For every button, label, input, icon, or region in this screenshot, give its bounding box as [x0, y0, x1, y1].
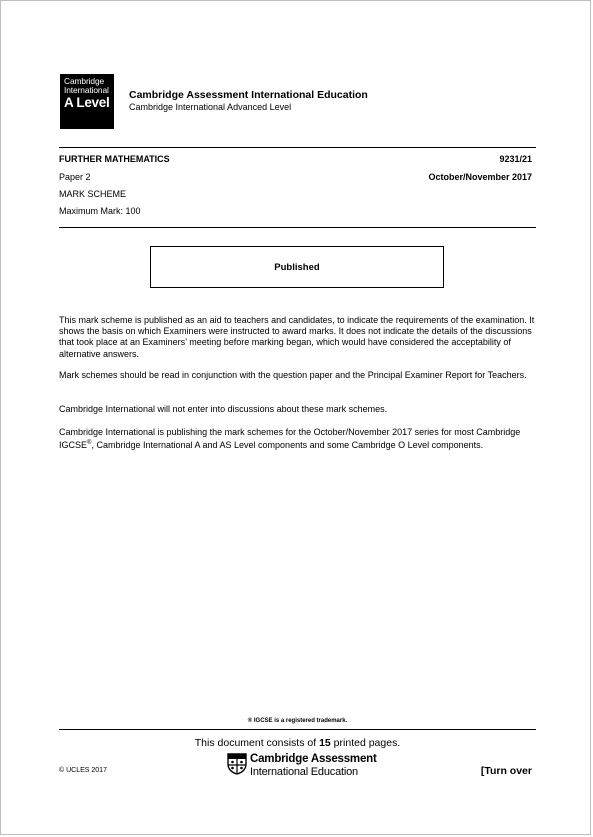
- publishing-text-a: Cambridge International is publishing the mark schemes for the October/November 2017 series for most Cambridge IGCSE: [59, 427, 521, 451]
- footer-divider: [59, 729, 536, 730]
- organisation-name: Cambridge Assessment International Education: [129, 89, 368, 101]
- registered-mark: ®: [87, 440, 92, 447]
- logo-line-2: International: [64, 84, 109, 95]
- document-type: MARK SCHEME: [59, 189, 127, 199]
- logo-line-3: A Level: [64, 94, 110, 110]
- brand-line-2: International Education: [250, 766, 358, 778]
- paper-number: Paper 2: [59, 172, 91, 182]
- qualification-name: Cambridge International Advanced Level: [129, 102, 292, 112]
- published-label: Published: [274, 261, 320, 273]
- maximum-mark: Maximum Mark: 100: [59, 206, 141, 216]
- no-discussion-paragraph: Cambridge International will not enter into discussions about these mark schemes.: [59, 404, 388, 414]
- trademark-note: ® IGCSE is a registered trademark.: [247, 718, 348, 724]
- paper-code: 9231/21: [499, 154, 532, 164]
- cambridge-crest-icon: [227, 753, 247, 775]
- copyright-notice: © UCLES 2017: [59, 767, 107, 774]
- bottom-divider: [59, 227, 536, 228]
- top-divider: [59, 147, 536, 148]
- publishing-paragraph: [59, 427, 539, 451]
- brand-line-1: Cambridge Assessment: [250, 753, 377, 765]
- exam-series: October/November 2017: [428, 172, 532, 182]
- intro-paragraph: This mark scheme is published as an aid to teachers and candidates, to indicate the requirements of the examination. It shows the basis on which Examiners were instructed to award marks. It does not indicate the details of the discussions that took place at an Examiners’ meeting before marking began, which would have considered the acceptability of alternative answers.: [59, 315, 535, 359]
- conjunction-paragraph: Mark schemes should be read in conjunction with the question paper and the Principal Examiner Report for Teachers.: [59, 370, 527, 380]
- publishing-text-b: , Cambridge International A and AS Level components and some Cambridge O Level components.: [91, 440, 484, 451]
- published-status-box: [150, 246, 444, 288]
- turn-over-label: [Turn over: [480, 765, 532, 777]
- page-count-line: [1, 737, 593, 749]
- pages-prefix: This document consists of: [194, 737, 320, 749]
- pages-suffix: printed pages.: [330, 737, 401, 749]
- logo-line-1: Cambridge: [64, 76, 105, 86]
- subject-title: FURTHER MATHEMATICS: [59, 154, 170, 164]
- cambridge-a-level-logo: [60, 74, 114, 129]
- pages-count: 15: [319, 737, 331, 749]
